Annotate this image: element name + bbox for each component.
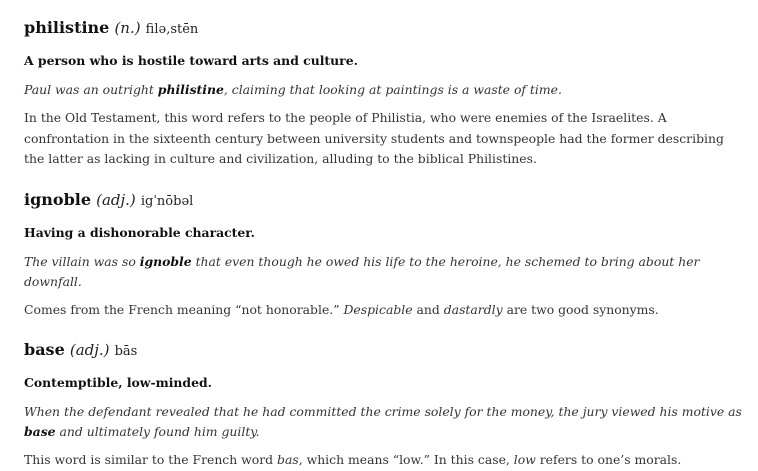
pronunciation: bās [114,344,138,359]
entry-headline [24,338,744,364]
entry-headline [24,188,744,214]
emphasized-term: low [513,452,536,467]
entry-philistine [24,16,744,170]
synonym-term: dastardly [443,301,503,317]
example-keyword: ignoble [139,253,192,269]
note-text: This word is similar to the French word [24,452,278,467]
foreign-word: bas [277,452,299,467]
entry-word: base [24,340,65,359]
example-keyword: philistine [157,82,224,97]
entry-word: philistine [24,18,110,37]
pronunciation: igˈnōbəl [140,193,194,209]
entry-base [24,338,744,471]
note-text: refers to one’s morals. [535,452,682,467]
definition: A person who is hostile toward arts and culture. [24,53,358,68]
part-of-speech: (adj.) [69,341,110,359]
etymology-note [24,300,744,321]
note-text: Comes from the French meaning “not honorable.” [24,301,344,317]
entry-ignoble [24,188,744,321]
definition: Contemptible, low-minded. [24,375,212,390]
example-text: and ultimately found him guilty. [55,424,260,439]
note-text: , which means “low.” In this case, [298,452,514,467]
part-of-speech: (adj.) [96,190,136,209]
note-text: In the Old Testament, this word refers to the people of Philistia, who were enemies of the Israelites. A confrontation in the sixteenth century between university students and townspeople had the former describing the latter as lacking in culture and civilization, alluding to the biblical Philistines. [24,110,724,166]
definition: Having a dishonorable character. [24,224,255,240]
entry-word: ignoble [24,189,92,209]
synonym-term: Despicable [343,301,413,317]
example-text: , claiming that looking at paintings is a waste of time. [223,82,562,97]
entry-headline [24,16,744,42]
note-text: are two good synonyms. [502,301,659,317]
pronunciation: filə,stēn [145,22,199,37]
example-text: that even though he owed his life to the heroine, he schemed to bring about her downfall. [24,253,700,289]
note-text: and [412,301,444,317]
example-text: Paul was an outright [24,82,158,97]
example-text: The villain was so [24,253,140,269]
example-keyword: base [24,424,56,439]
example-text: When the defendant revealed that he had committed the crime solely for the money, the jury viewed his motive as [24,404,742,419]
etymology-note [24,450,744,471]
example-sentence [24,402,744,442]
example-sentence [24,80,744,100]
example-sentence [24,252,744,292]
etymology-note [24,108,744,170]
part-of-speech: (n.) [114,19,141,37]
